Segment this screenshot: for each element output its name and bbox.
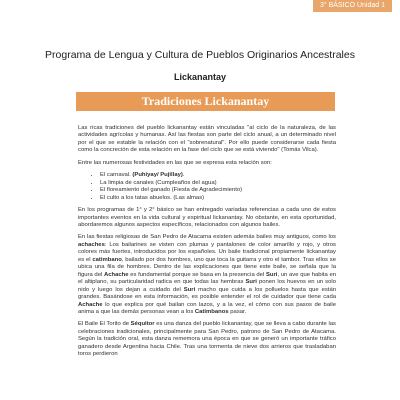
bold-term: Suri (245, 279, 257, 286)
festivities-intro: Entre las numerosas festividades en las que se expresa esta relación son: (78, 159, 272, 166)
text-run: En las fiestas religiosas de San Pedro de Atacama existen además bailes muy antiguos, como los (78, 234, 336, 241)
bold-term: Catimbanos (194, 308, 229, 315)
list-item (100, 172, 336, 179)
bold-term: Suri (183, 286, 196, 293)
grade-unit-badge: 3° BÁSICO Unidad 1 (313, 0, 392, 12)
list-item-text: El carnaval. (100, 172, 133, 179)
festivities-list (78, 172, 336, 202)
torito-paragraph (78, 321, 336, 358)
list-item (100, 180, 336, 187)
text-run: macho que cuida a los polluelos hasta que están grandes. Basándose en esta información, es posible entender el rol de cuidador que tiene cada (78, 286, 336, 301)
text-run: El Baile El Torito de (78, 321, 131, 328)
list-item-after: . (182, 172, 185, 179)
text-run: lo que explica por qué bailan con lazos, y a la vez, el cómo con sus pasos de baile anima a que las demás personas vean a los (78, 301, 336, 315)
text-run: , un ave que habita en el altiplano, su particularidad radica en que todas las hembras (78, 271, 336, 286)
programs-paragraph: En los programas de 1° y 2° básico se han entregado variadas referencias a cada uno de estos importantes eventos en la vida cultural y espiritual lickanantay. No obstante, en esta oportunidad, abordaremos algunos aspectos específicos, relacionados con algunos bailes. (78, 207, 336, 228)
text-run: es fundamental porque se basa en la presencia del (128, 271, 266, 278)
people-name: Lickanantay (173, 72, 227, 82)
list-item-text: La limpia de canales (Cumpleaños del agua) (100, 179, 217, 186)
document-body (78, 125, 336, 364)
list-item-text: El culto a los tatas abuelos. (Las almas) (100, 194, 205, 201)
bold-term: Séquitor (130, 321, 155, 328)
bold-term: Achache (78, 301, 103, 308)
text-run: pasar. (228, 308, 247, 315)
program-title: Programa de Lengua y Cultura de Pueblos Originarios Ancestrales (45, 49, 355, 61)
list-item (100, 195, 336, 202)
text-run: ponen los huevos en un solo nido y luego los dejan a cuidado del (78, 279, 336, 293)
section-banner: Tradiciones Lickanantay (76, 92, 335, 111)
list-item (100, 187, 336, 194)
text-run: : Los bailarines se visten con plumas y pantalones de color amarillo y rojo, y otros colores más fuertes, introducidos por los españoles. Un baile tradicional propiamente lickanantay es el (78, 241, 336, 263)
bold-term: achaches (78, 241, 105, 248)
intro-paragraph: Las ricas tradiciones del pueblo lickanantay están vinculadas "al ciclo de la naturaleza, de las actividades agrícolas y humanas. Así las fiestas son parte del ciclo anual, a un determinado nivel por el que se estable la relación con el "sobrenatural". Por ello puede considerarse cada fiesta como la concreción de esta relación en la fase del ciclo que se está viviendo" (Tomás Vilca). (78, 125, 336, 154)
list-item-text: El floreamiento del ganado (Fiesta de Agradecimiento) (100, 187, 243, 194)
bold-term: Suri (265, 271, 278, 278)
bold-term: catimbano (92, 256, 122, 263)
bold-term: Achache (103, 271, 129, 278)
dances-paragraph (78, 234, 336, 316)
text-run: , bailado por dos hombres, uno que toca la guitarra y otro el tambor. Tras ellos se ubica una fila de hombres. Dentro de las explicaciones que tiene este baile, se señala que la figura del (78, 256, 336, 278)
text-run: es una danza del pueblo lickanantay, que se lleva a cabo durante las celebraciones tradicionales, principalmente para San Pedro, patrono de San Pedro de Atacama. Según la tradición oral, esta danza rememora una época en que se generó un importante tráfico ganadero desde Argentina hacia Chile. Tras una tormenta de nieve dos arrieros que trasladaban toros perdieron (78, 321, 336, 358)
list-item-bold: (Puhiyay/ Pujillay) (132, 172, 183, 179)
